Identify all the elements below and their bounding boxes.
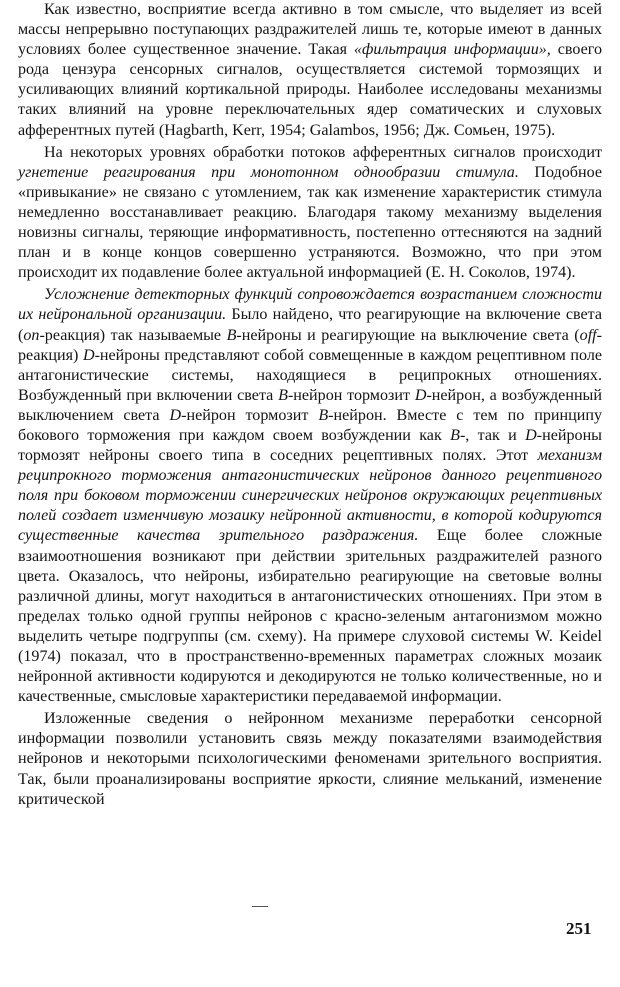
text-run: -нейрон, а возбужденный выключением света [18, 386, 602, 424]
text-run: -нейрон тормозит [181, 406, 319, 424]
text-run: Еще более сложные взаимоотношения возникают при действии зрительных раздражителей разного цвета. Оказалось, что нейроны, избирательно реагирующие на световые волны различной длины, могут находиться в антагонистических отношениях. При этом в пределах только одной группы нейронов с красно-зеленым антагонизмом можно выделить четыре подгруппы (см. схему). На примере слуховой системы W. Keidel (1974) показал, что в пространственно-временных параметрах сложных мозаик нейронной активности кодируются и декодируются не только количественные, но и качественные, смысловые характеристики передаваемой информации. [18, 527, 602, 706]
italic-text-run: Усложнение детекторных функций сопровождается возрастанием сложности их нейрональной организации. [18, 286, 602, 324]
italic-text-run: B [318, 406, 329, 424]
italic-text-run: D [525, 426, 537, 444]
text-run: -, так и [459, 426, 526, 444]
text-run: -нейроны и реагирующие на выключение света ( [236, 326, 580, 344]
italic-text-run: off [579, 326, 597, 344]
paragraph-detector-functions [18, 285, 602, 707]
text-run: -нейроны представляют собой совмещенные в каждом рецептивном поле антагонистические системы, находящиеся в реципрокных отношениях. Возбужденный при включении света [18, 346, 603, 404]
text-run: Было найдено, что реагирующие на включение света ( [18, 306, 602, 344]
text-run: -нейрон. Вместе с тем по принципу бокового торможения при каждом своем возбуждении как [18, 406, 602, 444]
italic-text-run: on [23, 326, 40, 344]
italic-text-run: D [414, 386, 427, 404]
italic-text-run: D [169, 406, 182, 424]
text-run: -реакция) так называемые [39, 326, 227, 344]
italic-text-run: механизм реципрокного торможения антагонистических нейронов данного рецептивного поля при боковом торможении синергических нейронов окружающих рецептивных полей создает изменчивую мозаику нейронной активности, в которой кодируются существенные качества зрительного раздражения. [18, 447, 602, 545]
page-number: 251 [566, 919, 592, 938]
page-body [18, 0, 602, 810]
italic-text-run: B [278, 386, 288, 404]
text-run: -нейроны тормозят нейроны своего типа в соседних рецептивных полях. Этот [18, 426, 602, 465]
text-run: На некоторых уровнях обработки потоков афферентных сигналов происходит [44, 143, 602, 161]
italic-text-run: угнетение реагирования при монотонном однообразии стимула. [18, 163, 519, 181]
text-run: Подобное «привыкание» не связано с утомлением, так как изменение характеристик стимула немедленно восстанавливает реакцию. Благодаря такому механизму выделения новизны сигналы, теряющие информативность, постепенно оттесняются на задний план и в конце концов совершенно устраняются. Возможно, что при этом происходит их подавление более актуальной информацией (Е. Н. Соколов, 1974). [18, 163, 602, 282]
paragraph-habituation [18, 143, 602, 284]
italic-text-run: D [82, 346, 95, 364]
italic-text-run: B [226, 326, 237, 344]
printed-dash-mark [252, 906, 268, 907]
text-run: -нейрон тормозит [287, 386, 415, 404]
text-run: -реакция) [18, 326, 602, 364]
italic-text-run: «фильтрация информации», [353, 41, 551, 59]
text-run: Изложенные сведения о нейронном механизме переработки сенсорной информации позволили установить связь между показателями взаимодействия нейронов и некоторыми психологическими феноменами зрительного восприятия. Так, были проанализированы восприятие яркости, слияние мельканий, изменение критической [18, 710, 602, 808]
paragraph-perception-filtering [18, 0, 602, 141]
text-run: своего рода цензура сенсорных сигналов, осуществляется системой тормозящих и усиливающих влияний кортикальной природы. Наиболее исследованы механизмы таких влияний на уровне переключательных ядер соматических и слуховых афферентных путей (Hagbarth, Kerr, 1954; Galambos, 1956; Дж. Сомьен, 1975). [18, 41, 602, 139]
text-run: Как известно, восприятие всегда активно в том смысле, что выделяет из всей массы непрерывно поступающих раздражителей лишь те, которые имеют в данных условиях более существенное значение. Такая [18, 1, 602, 59]
italic-text-run: B [450, 426, 460, 444]
paragraph-neuronal-mechanism [18, 709, 602, 809]
